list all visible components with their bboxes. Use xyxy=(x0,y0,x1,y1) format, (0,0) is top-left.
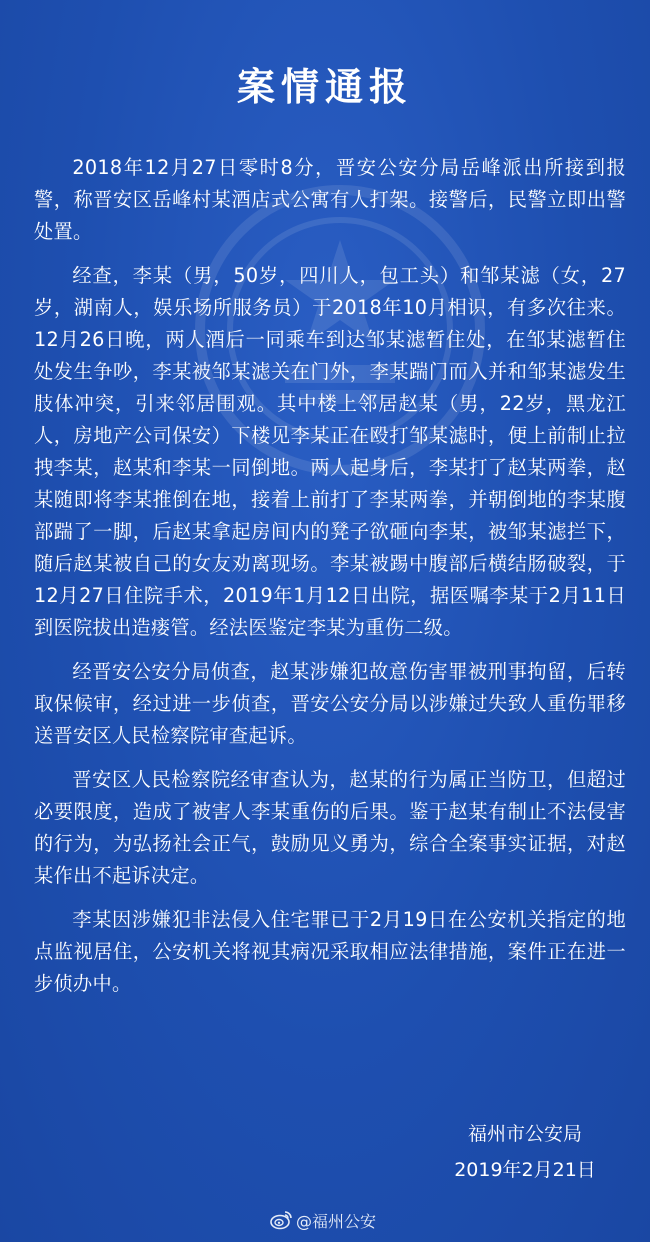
weibo-watermark xyxy=(270,1208,376,1232)
paragraph-investigation: 经查，李某（男，50岁，四川人，包工头）和邹某滤（女，27岁，湖南人，娱乐场所服务员）于2018年10月相识，有多次往来。12月26日晚，两人酒后一同乘车到达邹某滤暂住处，在邹某滤暂住处发生争吵，李某被邹某滤关在门外，李某踹门而入并和邹某滤发生肢体冲突，引来邻居围观。其中楼上邻居赵某（男，22岁，黑龙江人，房地产公司保安）下楼见李某正在殴打邹某滤时，便上前制止拉拽李某，赵某和李某一同倒地。两人起身后，李某打了赵某两拳，赵某随即将李某推倒在地，接着上前打了李某两拳，并朝倒地的李某腹部踹了一脚，后赵某拿起房间内的凳子欲砸向李某，被邹某滤拦下，随后赵某被自己的女友劝离现场。李某被踢中腹部后横结肠破裂，于12月27日住院手术，2019年1月12日出院，据医嘱李某于2月11日到医院拔出造瘘管。经法医鉴定李某为重伤二级。 xyxy=(34,264,626,639)
signature-organization: 福州市公安局 xyxy=(467,1123,582,1145)
notice-body xyxy=(34,152,626,1000)
weibo-icon xyxy=(270,1210,292,1230)
weibo-account-label: @福州公安 xyxy=(296,1211,377,1231)
paragraph-follow-up: 李某因涉嫌犯非法侵入住宅罪已于2月19日在公安机关指定的地点监视居住，公安机关将视其病况采取相应法律措施，案件正在进一步侦办中。 xyxy=(34,908,626,995)
signature-date: 2019年2月21日 xyxy=(454,1159,596,1181)
paragraph-procuratorate-decision: 晋安区人民检察院经审查认为，赵某的行为属正当防卫，但超过必要限度，造成了被害人李某重伤的后果。鉴于赵某有制止不法侵害的行为，为弘扬社会正气，鼓励见义勇为，综合全案事实证据，对赵某作出不起诉决定。 xyxy=(34,768,626,887)
page-title: 案情通报 xyxy=(236,65,413,109)
paragraph-prosecution: 经晋安公安分局侦查，赵某涉嫌犯故意伤害罪被刑事拘留，后转取保候审，经过进一步侦查，晋安公安分局以涉嫌过失致人重伤罪移送晋安区人民检察院审查起诉。 xyxy=(34,660,626,747)
paragraph-report: 2018年12月27日零时8分，晋安公安分局岳峰派出所接到报警，称晋安区岳峰村某酒店式公寓有人打架。接警后，民警立即出警处置。 xyxy=(34,156,626,243)
